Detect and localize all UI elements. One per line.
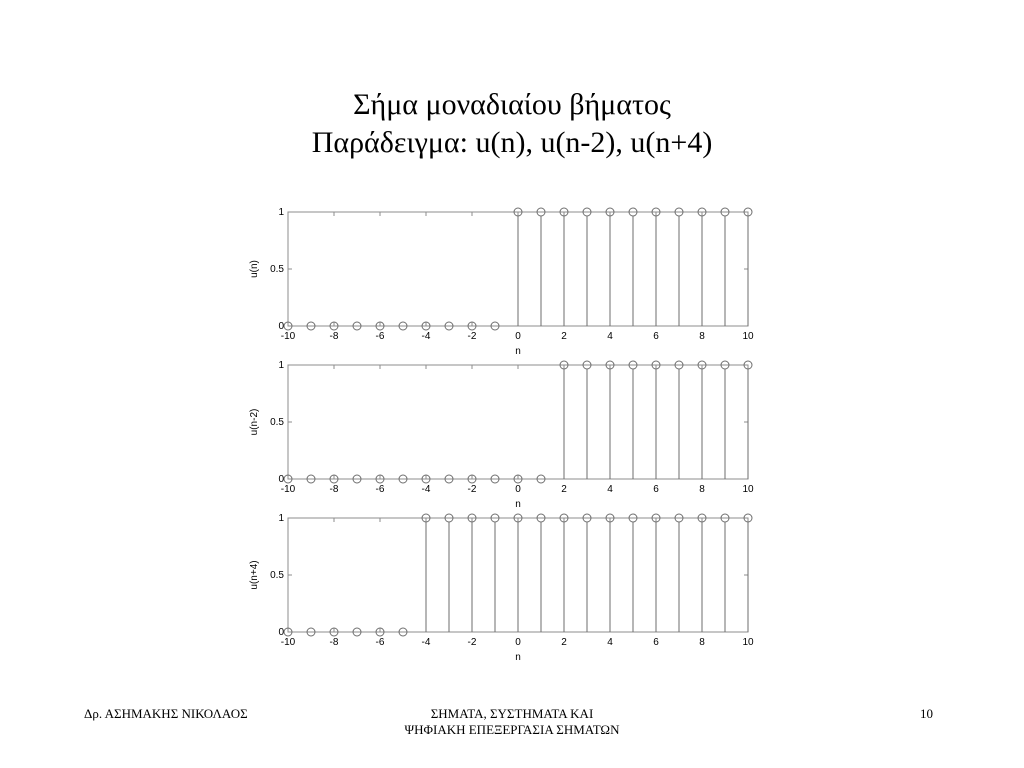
plot-1-ytick-label: 0.5 xyxy=(270,264,284,275)
plot-1-xtick-label: 0 xyxy=(515,331,521,342)
plot-2-xtick-label: 10 xyxy=(742,484,754,495)
footer-author: Δρ. ΑΣΗΜΑΚΗΣ ΝΙΚΟΛΑΟΣ xyxy=(84,706,248,721)
plot-2-ytick-label: 0 xyxy=(278,474,284,485)
slide-title-line1: Σήμα μοναδιαίου βήματος xyxy=(353,88,671,121)
plot-2-ytick-label: 1 xyxy=(278,360,284,371)
plot-2-xtick-label: -8 xyxy=(329,484,339,495)
plot-1-xtick-label: -2 xyxy=(467,331,477,342)
plot-3-ylabel: u(n+4) xyxy=(249,560,260,590)
plot-1-xtick-label: -10 xyxy=(280,331,296,342)
plot-3-xtick-label: -6 xyxy=(375,637,385,648)
footer-course-line2: ΨΗΦΙΑΚΗ ΕΠΕΞΕΡΓΑΣΙΑ ΣΗΜΑΤΩΝ xyxy=(404,722,620,737)
plot-3-xtick-label: -10 xyxy=(280,637,296,648)
plot-2-xtick-label: 0 xyxy=(515,484,521,495)
plot-2-xtick-label: 8 xyxy=(699,484,705,495)
plot-3-xtick-label: -2 xyxy=(467,637,477,648)
plot-3-xtick-label: 6 xyxy=(653,637,659,648)
plot-2-xtick-label: -10 xyxy=(280,484,296,495)
plot-1-xtick-label: -4 xyxy=(421,331,431,342)
stem-plot-1 xyxy=(249,207,754,357)
plot-3-ytick-label: 0.5 xyxy=(270,570,284,581)
plot-3-xtick-label: 8 xyxy=(699,637,705,648)
stem-plot-3 xyxy=(249,513,754,663)
footer-page-number: 10 xyxy=(920,706,933,721)
plot-1-xtick-label: 6 xyxy=(653,331,659,342)
plot-1-xtick-label: 2 xyxy=(561,331,567,342)
plot-2-xtick-label: 6 xyxy=(653,484,659,495)
plot-1-ytick-label: 1 xyxy=(278,207,284,218)
plot-1-xtick-label: 4 xyxy=(607,331,613,342)
plot-2-xtick-label: -6 xyxy=(375,484,385,495)
stem-plot-2 xyxy=(249,360,754,510)
plot-3-xtick-label: 2 xyxy=(561,637,567,648)
plot-2-xtick-label: 4 xyxy=(607,484,613,495)
plot-3-xtick-label: -8 xyxy=(329,637,339,648)
plot-1-xtick-label: -6 xyxy=(375,331,385,342)
plot-1-xtick-label: 10 xyxy=(742,331,754,342)
plot-1-xtick-label: -8 xyxy=(329,331,339,342)
plot-2-xtick-label: -4 xyxy=(421,484,431,495)
plot-3-xtick-label: -4 xyxy=(421,637,431,648)
plot-1-xlabel: n xyxy=(515,346,521,357)
footer-course-line1: ΣΗΜΑΤΑ, ΣΥΣΤΗΜΑΤΑ ΚΑΙ xyxy=(430,706,594,721)
plot-3-xtick-label: 4 xyxy=(607,637,613,648)
plot-3-xtick-label: 10 xyxy=(742,637,754,648)
plot-1-ytick-label: 0 xyxy=(278,321,284,332)
footer-course xyxy=(312,706,712,738)
plot-3-ytick-label: 0 xyxy=(278,627,284,638)
plot-2-xtick-label: -2 xyxy=(467,484,477,495)
plot-2-ylabel: u(n-2) xyxy=(249,408,260,436)
plot-2-ytick-label: 0.5 xyxy=(270,417,284,428)
plot-2-xlabel: n xyxy=(515,499,521,510)
plot-1-ylabel: u(n) xyxy=(249,260,260,278)
plot-1-xtick-label: 8 xyxy=(699,331,705,342)
plot-3-ytick-label: 1 xyxy=(278,513,284,524)
plot-2-xtick-label: 2 xyxy=(561,484,567,495)
plot-3-xlabel: n xyxy=(515,652,521,663)
slide-title-line2: Παράδειγμα: u(n), u(n-2), u(n+4) xyxy=(311,126,713,159)
plot-3-xtick-label: 0 xyxy=(515,637,521,648)
